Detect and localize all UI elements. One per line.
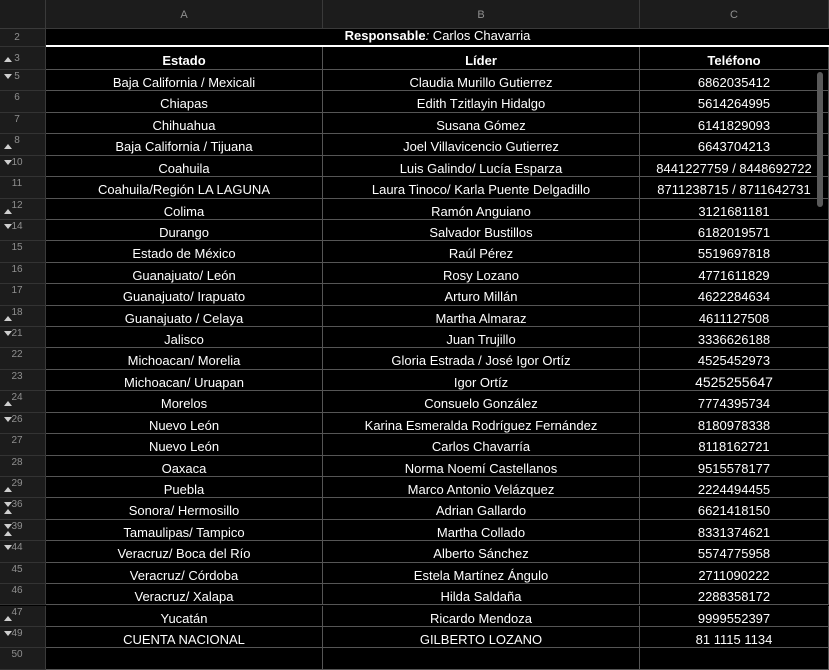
cell-lider[interactable]: Arturo Millán <box>323 284 640 305</box>
select-all-corner[interactable] <box>0 0 46 29</box>
row-header[interactable] <box>0 113 46 134</box>
cell-lider[interactable]: Laura Tinoco/ Karla Puente Delgadillo <box>323 177 640 198</box>
table-row <box>0 70 829 91</box>
row-number: 12 <box>11 199 23 211</box>
cell-estado[interactable]: Morelos <box>46 391 323 412</box>
row-header[interactable] <box>0 284 46 305</box>
column-header-a[interactable]: A <box>46 0 323 29</box>
row-number: 50 <box>11 649 23 661</box>
cell-lider[interactable]: Rosy Lozano <box>323 263 640 284</box>
row-number: 18 <box>11 306 23 318</box>
cell-telefono[interactable]: 4525452973 <box>640 348 829 369</box>
cell-estado[interactable]: Sonora/ Hermosillo <box>46 498 323 519</box>
row-number: 3 <box>14 53 20 64</box>
row-number: 22 <box>11 349 23 361</box>
cell-telefono[interactable]: 8441227759 / 8448692722 <box>640 156 829 177</box>
header-telefono[interactable]: Teléfono <box>640 47 829 70</box>
cell-lider[interactable]: Luis Galindo/ Lucía Esparza <box>323 156 640 177</box>
cell-lider[interactable]: Hilda Saldaña <box>323 584 640 605</box>
cell-estado[interactable] <box>46 648 323 669</box>
cell-estado[interactable]: Michoacan/ Uruapan <box>46 370 323 391</box>
cell-estado[interactable]: Nuevo León <box>46 413 323 434</box>
row-header[interactable] <box>0 241 46 262</box>
cell-lider[interactable]: Susana Gómez <box>323 113 640 134</box>
table-row <box>0 563 829 584</box>
row-header[interactable] <box>0 47 46 70</box>
cell-lider[interactable] <box>323 648 640 669</box>
cell-telefono[interactable]: 8118162721 <box>640 434 829 455</box>
table-row <box>0 627 829 648</box>
cell-lider[interactable]: Edith Tzitlayin Hidalgo <box>323 91 640 112</box>
cell-telefono[interactable]: 6141829093 <box>640 113 829 134</box>
responsable-cell[interactable] <box>46 29 829 47</box>
row-header[interactable] <box>0 29 46 47</box>
table-row <box>0 541 829 562</box>
cell-estado[interactable]: Oaxaca <box>46 456 323 477</box>
row-header[interactable] <box>0 177 46 198</box>
cell-lider[interactable]: Carlos Chavarría <box>323 434 640 455</box>
row-number: 15 <box>11 242 23 254</box>
row-header[interactable] <box>0 477 46 498</box>
row-number: 8 <box>14 135 20 147</box>
table-row <box>0 199 829 220</box>
row-header[interactable] <box>0 434 46 455</box>
row-header[interactable] <box>0 199 46 220</box>
cell-estado[interactable]: Veracruz/ Boca del Río <box>46 541 323 562</box>
cell-lider[interactable]: Joel Villavicencio Gutierrez <box>323 134 640 155</box>
table-row <box>0 134 829 155</box>
row-number: 11 <box>11 178 23 190</box>
cell-estado[interactable]: Guanajuato/ Irapuato <box>46 284 323 305</box>
cell-lider[interactable]: Ramón Anguiano <box>323 199 640 220</box>
row-header[interactable] <box>0 91 46 112</box>
table-row <box>0 606 829 627</box>
cell-lider[interactable]: GILBERTO LOZANO <box>323 627 640 648</box>
table-row <box>0 648 829 669</box>
row-number: 23 <box>11 370 23 382</box>
table-row <box>0 520 829 541</box>
row-number: 39 <box>11 520 23 532</box>
column-header-c[interactable]: C <box>640 0 829 29</box>
cell-estado[interactable]: Coahuila/Región LA LAGUNA <box>46 177 323 198</box>
row-number: 24 <box>11 392 23 404</box>
column-header-b[interactable]: B <box>323 0 640 29</box>
cell-telefono[interactable]: 6643704213 <box>640 134 829 155</box>
cell-telefono[interactable]: 5574775958 <box>640 541 829 562</box>
cell-lider[interactable]: Juan Trujillo <box>323 327 640 348</box>
table-row <box>0 348 829 369</box>
row-header[interactable] <box>0 606 46 627</box>
row-header[interactable] <box>0 413 46 434</box>
row-header[interactable] <box>0 563 46 584</box>
row-header[interactable] <box>0 220 46 241</box>
cell-telefono[interactable]: 9515578177 <box>640 456 829 477</box>
table-row <box>0 306 829 327</box>
cell-telefono[interactable]: 6862035412 <box>640 70 829 91</box>
row-number: 28 <box>11 456 23 468</box>
row-header[interactable] <box>0 134 46 155</box>
cell-lider[interactable]: Karina Esmeralda Rodríguez Fernández <box>323 413 640 434</box>
responsable-colon: : <box>425 28 430 43</box>
table-row <box>0 156 829 177</box>
cell-telefono[interactable]: 8180978338 <box>640 413 829 434</box>
cell-lider[interactable]: Estela Martínez Ángulo <box>323 563 640 584</box>
table-row <box>0 584 829 605</box>
cell-telefono[interactable]: 81 1115 1134 <box>640 627 829 648</box>
cell-telefono[interactable]: 2224494455 <box>640 477 829 498</box>
row-number: 29 <box>11 477 23 489</box>
cell-telefono[interactable]: 5614264995 <box>640 91 829 112</box>
cell-lider[interactable]: Martha Almaraz <box>323 306 640 327</box>
cell-telefono[interactable]: 5519697818 <box>640 241 829 262</box>
row-number: 16 <box>11 263 23 275</box>
cell-telefono[interactable]: 8711238715 / 8711642731 <box>640 177 829 198</box>
cell-lider[interactable]: Martha Collado <box>323 520 640 541</box>
header-row <box>0 47 829 70</box>
cell-estado[interactable]: Yucatán <box>46 606 323 627</box>
cell-estado[interactable]: Veracruz/ Córdoba <box>46 563 323 584</box>
cell-telefono[interactable]: 3336626188 <box>640 327 829 348</box>
table-row <box>0 91 829 112</box>
row-number: 10 <box>11 156 23 168</box>
table-row <box>0 413 829 434</box>
row-number: 49 <box>11 627 23 639</box>
cell-telefono[interactable]: 6621418150 <box>640 498 829 519</box>
cell-estado[interactable]: Guanajuato / Celaya <box>46 306 323 327</box>
cell-lider[interactable]: Norma Noemí Castellanos <box>323 456 640 477</box>
row-number: 14 <box>11 220 23 232</box>
row-header[interactable] <box>0 306 46 327</box>
cell-lider[interactable]: Claudia Murillo Gutierrez <box>323 70 640 91</box>
cell-lider[interactable]: Consuelo González <box>323 391 640 412</box>
row-number: 27 <box>11 435 23 447</box>
row-header[interactable] <box>0 391 46 412</box>
cell-lider[interactable]: Igor Ortíz <box>323 370 640 391</box>
row-header[interactable] <box>0 584 46 605</box>
table-row <box>0 391 829 412</box>
table-row <box>0 263 829 284</box>
cell-estado[interactable]: Durango <box>46 220 323 241</box>
cell-estado[interactable]: Baja California / Mexicali <box>46 70 323 91</box>
table-row <box>0 113 829 134</box>
row-number: 17 <box>11 285 23 297</box>
table-row <box>0 477 829 498</box>
row-number: 21 <box>11 328 23 340</box>
cell-estado[interactable]: CUENTA NACIONAL <box>46 627 323 648</box>
row-number: 44 <box>11 542 23 554</box>
cell-telefono[interactable] <box>640 648 829 669</box>
row-number: 6 <box>14 92 20 104</box>
row-number: 26 <box>11 413 23 425</box>
cell-estado[interactable]: Colima <box>46 199 323 220</box>
cell-lider[interactable]: Adrian Gallardo <box>323 498 640 519</box>
table-row <box>0 434 829 455</box>
cell-estado[interactable]: Chihuahua <box>46 113 323 134</box>
cell-estado[interactable]: Michoacan/ Morelia <box>46 348 323 369</box>
title-row <box>0 29 829 47</box>
cell-lider[interactable]: Marco Antonio Velázquez <box>323 477 640 498</box>
cell-telefono[interactable]: 4611127508 <box>640 306 829 327</box>
row-number: 2 <box>14 32 20 43</box>
row-header[interactable] <box>0 541 46 562</box>
cell-lider[interactable]: Salvador Bustillos <box>323 220 640 241</box>
row-number: 47 <box>11 606 23 618</box>
responsable-value: Carlos Chavarria <box>429 28 531 43</box>
row-header[interactable] <box>0 263 46 284</box>
cell-estado[interactable]: Coahuila <box>46 156 323 177</box>
table-row <box>0 498 829 519</box>
table-row <box>0 370 829 391</box>
cell-estado[interactable]: Estado de México <box>46 241 323 262</box>
table-row <box>0 327 829 348</box>
cell-lider[interactable]: Raúl Pérez <box>323 241 640 262</box>
vertical-scrollbar[interactable] <box>817 72 823 207</box>
row-header[interactable] <box>0 627 46 648</box>
cell-lider[interactable]: Gloria Estrada / José Igor Ortíz <box>323 348 640 369</box>
row-number: 46 <box>11 585 23 597</box>
cell-estado[interactable]: Chiapas <box>46 91 323 112</box>
header-lider[interactable]: Líder <box>323 47 640 70</box>
row-number: 45 <box>11 563 23 575</box>
row-header[interactable] <box>0 327 46 348</box>
cell-estado[interactable]: Tamaulipas/ Tampico <box>46 520 323 541</box>
cell-estado[interactable]: Veracruz/ Xalapa <box>46 584 323 605</box>
cell-estado[interactable]: Puebla <box>46 477 323 498</box>
table-row <box>0 456 829 477</box>
cell-estado[interactable]: Jalisco <box>46 327 323 348</box>
cell-telefono[interactable]: 2711090222 <box>640 563 829 584</box>
row-header[interactable] <box>0 370 46 391</box>
table-row <box>0 284 829 305</box>
row-header[interactable] <box>0 70 46 91</box>
row-header[interactable] <box>0 648 46 669</box>
table-row <box>0 241 829 262</box>
responsable-label: Responsable <box>344 28 426 43</box>
cell-estado[interactable]: Baja California / Tijuana <box>46 134 323 155</box>
row-header[interactable] <box>0 498 46 519</box>
row-header[interactable] <box>0 156 46 177</box>
cell-telefono[interactable]: 9999552397 <box>640 606 829 627</box>
cell-estado[interactable]: Guanajuato/ León <box>46 263 323 284</box>
row-header[interactable] <box>0 520 46 541</box>
cell-telefono[interactable]: 6182019571 <box>640 220 829 241</box>
cell-telefono[interactable]: 3121681181 <box>640 199 829 220</box>
cell-telefono[interactable]: 4525255647 <box>640 370 829 391</box>
row-header[interactable] <box>0 348 46 369</box>
header-estado[interactable]: Estado <box>46 47 323 70</box>
row-header[interactable] <box>0 456 46 477</box>
cell-lider[interactable]: Ricardo Mendoza <box>323 606 640 627</box>
row-number: 36 <box>11 499 23 511</box>
cell-telefono[interactable]: 4622284634 <box>640 284 829 305</box>
table-row <box>0 177 829 198</box>
cell-lider[interactable]: Alberto Sánchez <box>323 541 640 562</box>
cell-telefono[interactable]: 7774395734 <box>640 391 829 412</box>
row-number: 5 <box>14 71 20 82</box>
cell-telefono[interactable]: 4771611829 <box>640 263 829 284</box>
table-row <box>0 220 829 241</box>
row-number: 7 <box>14 113 20 125</box>
cell-telefono[interactable]: 8331374621 <box>640 520 829 541</box>
cell-telefono[interactable]: 2288358172 <box>640 584 829 605</box>
cell-estado[interactable]: Nuevo León <box>46 434 323 455</box>
